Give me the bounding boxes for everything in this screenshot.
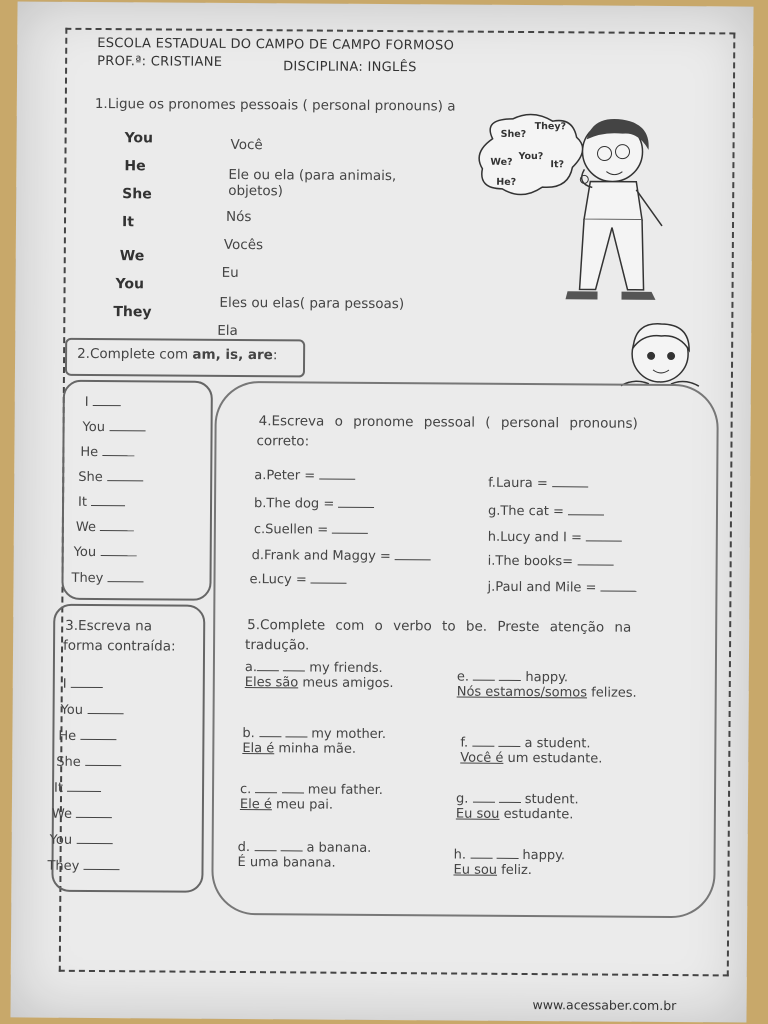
q2-item-label: It: [78, 494, 88, 510]
q5-item-letter: g.: [455, 791, 469, 807]
bubble-text: You?: [518, 150, 544, 163]
answer-blank[interactable]: [100, 542, 136, 556]
translation-item: Vocês: [223, 236, 264, 254]
q2-item: [80, 442, 134, 460]
q5-item-letter: d.: [237, 840, 251, 856]
translation-item: Ela: [217, 322, 238, 339]
q3-item-label: He: [58, 728, 77, 744]
q4-item-label: e.Lucy =: [249, 572, 307, 588]
q3-item: [56, 752, 121, 770]
q5-item-pt-underlined: Eu sou: [453, 862, 498, 878]
q5-item-pt-underlined: Eu sou: [455, 806, 500, 822]
answer-blank[interactable]: [254, 837, 276, 851]
q5-item-pt-underlined: Eles são: [244, 675, 299, 691]
answer-blank[interactable]: [473, 667, 495, 681]
footer-url: www.acessaber.com.br: [532, 997, 677, 1014]
answer-blank[interactable]: [498, 733, 520, 747]
q3-item: [52, 804, 112, 822]
bubble-text: It?: [550, 159, 565, 171]
q2-title: [77, 346, 277, 363]
answer-blank[interactable]: [107, 467, 143, 481]
answer-blank[interactable]: [80, 726, 116, 740]
q5-item-pt-underlined: Ele é: [239, 797, 272, 813]
q5-item-letter: c.: [240, 782, 252, 798]
q3-item-label: It: [54, 780, 64, 796]
answer-blank[interactable]: [332, 520, 368, 534]
q5-item-pt: minha mãe.: [274, 741, 357, 757]
q5-item-english: happy.: [522, 847, 566, 864]
q2-item: [78, 467, 143, 485]
answer-blank[interactable]: [552, 473, 588, 487]
q5-item-english: a student.: [524, 736, 591, 752]
q5-item-letter: a.: [244, 660, 258, 676]
q5-item-english: a banana.: [306, 840, 372, 856]
q5-item-letter: f.: [460, 735, 469, 751]
q5-item: [240, 779, 383, 813]
q3-item-label: You: [60, 702, 84, 718]
answer-blank[interactable]: [93, 392, 121, 406]
q3-item: [58, 726, 116, 744]
q5-item-pt: felizes.: [587, 685, 637, 701]
q5-title-line2: tradução.: [245, 637, 310, 654]
answer-blank[interactable]: [67, 778, 101, 792]
q3-item: [61, 700, 124, 718]
answer-blank[interactable]: [84, 856, 120, 870]
bubble-text: They?: [534, 121, 567, 133]
q5-item-pt-underlined: Você é: [460, 750, 504, 766]
q2-item: [83, 417, 146, 435]
q5-item-pt-underlined: Nós estamos/somos: [456, 684, 588, 701]
answer-blank[interactable]: [586, 527, 622, 541]
teacher-name: PROF.ª: CRISTIANE: [97, 54, 223, 70]
answer-blank[interactable]: [472, 733, 494, 747]
q2-item-label: She: [78, 469, 103, 486]
answer-blank[interactable]: [259, 723, 281, 737]
q4-item: [254, 519, 369, 538]
q5-item-english: meu father.: [307, 782, 384, 799]
answer-blank[interactable]: [499, 789, 521, 803]
q4-item-label: b.The dog =: [254, 496, 335, 512]
q5-item: [460, 733, 602, 767]
worksheet-paper: [10, 1, 753, 1022]
q2-title-post: :: [272, 347, 278, 364]
answer-blank[interactable]: [76, 830, 112, 844]
bubble-text: We?: [490, 156, 513, 168]
pronoun-item: They: [113, 304, 152, 321]
answer-blank[interactable]: [285, 723, 307, 737]
q5-item-english: my mother.: [311, 726, 387, 743]
answer-blank[interactable]: [311, 570, 347, 584]
q5-item-english: student.: [524, 792, 579, 808]
q3-item: [54, 778, 101, 796]
q3-item-label: You: [49, 832, 73, 848]
q3-item-label: We: [51, 806, 73, 822]
q5-item: [242, 723, 386, 757]
answer-blank[interactable]: [470, 845, 492, 859]
pronoun-item: It: [121, 214, 134, 231]
answer-blank[interactable]: [601, 578, 637, 592]
answer-blank[interactable]: [100, 517, 134, 531]
q4-item-label: a.Peter =: [254, 468, 316, 484]
q4-item-label: j.Paul and Mile =: [487, 579, 597, 596]
answer-blank[interactable]: [85, 752, 121, 766]
answer-blank[interactable]: [255, 779, 277, 793]
translation-item: Eles ou elas( para pessoas): [219, 294, 405, 313]
translation-item: Nós: [226, 208, 252, 226]
q4-item-label: f.Laura =: [488, 475, 548, 492]
pronoun-item: She: [122, 186, 152, 203]
q5-item: [457, 667, 637, 701]
answer-blank[interactable]: [109, 417, 145, 431]
translation-item: objetos): [228, 182, 284, 200]
q5-item-letter: b.: [242, 726, 255, 742]
school-name: ESCOLA ESTADUAL DO CAMPO DE CAMPO FORMOSO: [97, 36, 455, 54]
q5-item-letter: h.: [453, 847, 467, 863]
answer-blank[interactable]: [91, 492, 125, 506]
q4-item: [488, 473, 588, 492]
answer-blank[interactable]: [395, 546, 431, 560]
q3-item-label: She: [56, 754, 81, 770]
q5-title-line1: 5.Complete com o verbo to be. Preste atenção na: [247, 617, 632, 636]
q4-item: [249, 569, 347, 588]
q5-item-pt: feliz.: [497, 862, 533, 879]
q5-item-pt-underlined: Ela é: [242, 741, 275, 757]
q5-item: [456, 789, 579, 823]
q2-title-pre: 2.Complete com: [77, 345, 193, 363]
answer-blank[interactable]: [280, 837, 302, 851]
q4-item: [254, 465, 355, 484]
answer-blank[interactable]: [496, 845, 518, 859]
subject-name: DISCIPLINA: INGLÊS: [283, 59, 417, 76]
q4-item-label: i.The books=: [487, 553, 574, 570]
q2-item-label: We: [75, 519, 97, 536]
answer-blank[interactable]: [283, 657, 305, 671]
bubble-text: He?: [496, 176, 517, 188]
q5-item-pt: meus amigos.: [298, 675, 394, 692]
q5-item-pt-underlined: É: [237, 855, 246, 871]
q3-item: [63, 674, 103, 692]
q2-item: [76, 517, 134, 535]
answer-blank[interactable]: [282, 779, 304, 793]
answer-blank[interactable]: [319, 466, 355, 480]
q5-item: [245, 657, 394, 691]
q5-item: [453, 845, 565, 879]
answer-blank[interactable]: [71, 674, 103, 688]
q5-item-letter: e.: [456, 669, 470, 685]
q1-title: 1.Ligue os pronomes pessoais ( personal pronouns) a: [94, 95, 456, 115]
pronoun-item: You: [124, 130, 154, 147]
q5-item-pt: meu pai.: [271, 797, 334, 813]
answer-blank[interactable]: [102, 442, 134, 456]
q2-item-label: You: [82, 419, 106, 436]
q5-item-english: my friends.: [309, 660, 383, 677]
q4-item-label: h.Lucy and I =: [487, 529, 582, 546]
q2-item-label: I: [84, 394, 89, 410]
q4-title-line2: correto:: [256, 433, 310, 450]
q4-item-label: d.Frank and Maggy =: [251, 548, 391, 565]
q5-item-pt: uma banana.: [245, 855, 336, 871]
translation-item: Ele ou ela (para animais,: [228, 166, 397, 185]
q4-item-label: g.The cat =: [487, 503, 564, 520]
q3-item-label: They: [47, 858, 80, 874]
q2-item-label: They: [71, 570, 104, 587]
q3-title-line2: forma contraída:: [63, 637, 176, 655]
pronoun-item: He: [124, 158, 146, 175]
q5-item: [237, 837, 371, 871]
answer-blank[interactable]: [473, 789, 495, 803]
answer-blank[interactable]: [568, 501, 604, 515]
q4-title-line1: 4.Escreva o pronome pessoal ( personal pronouns): [258, 413, 638, 432]
q5-item-pt: um estudante.: [503, 750, 603, 767]
q4-item: [488, 501, 604, 520]
answer-blank[interactable]: [577, 551, 613, 565]
answer-blank[interactable]: [257, 657, 279, 671]
q2-title-bold: am, is, are: [192, 346, 273, 364]
q2-item: [85, 392, 121, 410]
pronoun-item: We: [119, 248, 145, 265]
q4-item: [487, 577, 636, 596]
q4-item: [252, 545, 431, 564]
q3-item: [50, 830, 113, 848]
answer-blank[interactable]: [76, 804, 112, 818]
answer-blank[interactable]: [499, 667, 521, 681]
answer-blank[interactable]: [338, 494, 374, 508]
answer-blank[interactable]: [87, 700, 123, 714]
q4-item: [488, 527, 622, 546]
q5-item-pt: estudante.: [499, 806, 574, 823]
answer-blank[interactable]: [108, 568, 144, 582]
q4-item: [254, 493, 374, 512]
q2-item-label: You: [73, 544, 97, 561]
q4-item-label: c.Suellen =: [253, 522, 329, 538]
q3-title-line1: 3.Escreva na: [65, 617, 153, 635]
q2-item: [71, 568, 143, 587]
pronoun-item: You: [115, 276, 145, 293]
q3-item-label: I: [62, 676, 67, 692]
q3-item: [47, 856, 119, 875]
q4-item: [488, 551, 614, 570]
q2-item: [78, 492, 125, 510]
translation-item: Você: [230, 136, 263, 154]
q2-item: [74, 542, 137, 560]
bubble-text: She?: [500, 128, 527, 140]
q2-item-label: He: [80, 444, 99, 461]
q5-item-english: happy.: [525, 670, 569, 686]
translation-item: Eu: [221, 264, 239, 281]
